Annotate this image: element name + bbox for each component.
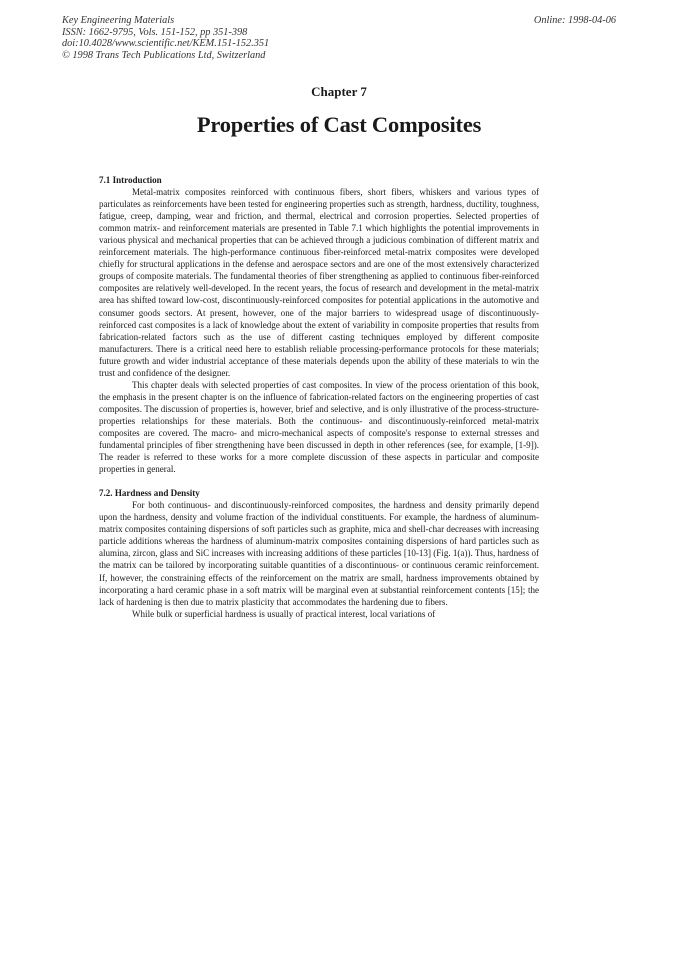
- issn-line: ISSN: 1662-9795, Vols. 151-152, pp 351-398: [62, 26, 248, 38]
- paragraph: This chapter deals with selected properties of cast composites. In view of the process orientation of this book, the emphasis in the present chapter is on the influence of fabrication-related factors on the engineering properties of cast composites. The discussion of properties is, however, brief and selective, and is only illustrative of the process-structure-properties relationships for these materials. Both the continuous- and discontinuously-reinforced metal-matrix composites are covered. The macro- and micro-mechanical aspects of composite's response to external stresses and fundamental principles of fiber strengthening have been discussed in depth in other references (see, for example, [1-9]). The reader is referred to these works for a more complete discussion of these aspects in particular and composite properties in general.: [99, 379, 539, 475]
- paragraph: Metal-matrix composites reinforced with continuous fibers, short fibers, whiskers and various types of particulates as reinforcements have been tested for engineering properties such as strength, hardness, ductility, toughness, fatigue, creep, damping, wear and friction, and thermal, electrical and corrosion properties. Selected properties of common matrix- and reinforcement materials are presented in Table 7.1 which highlights the potential improvements in various physical and mechanical properties that can be achieved through a judicious combination of different matrix and reinforcement materials. The high-performance continuous fiber-reinforced metal-matrix composites were developed chiefly for structural applications in the defense and aerospace sectors and are one of the most extensively characterized groups of composite materials. The fundamental theories of fiber strengthening as applied to continuous fiber-reinforced composites are relatively well-developed. In the recent years, the focus of research and development in the metal-matrix area has shifted toward low-cost, discontinuously-reinforced composites for potential applications in the automotive and consumer goods sectors. At present, however, one of the major barriers to widespread usage of discontinuously-reinforced cast composites is a lack of knowledge about the extent of variability in composite properties that results from fabrication-related factors such as the use of different casting techniques employed by different composite manufacturers. There is a critical need here to establish reliable processing-performance protocols for these materials; future growth and wider industrial acceptance of these materials depends upon the ability of these materials to win the trust and confidence of the designer.: [99, 187, 539, 378]
- doi-line: doi:10.4028/www.scientific.net/KEM.151-152.351: [62, 38, 270, 50]
- journal-name: Key Engineering Materials: [62, 15, 175, 26]
- paragraph: For both continuous- and discontinuously-reinforced composites, the hardness and density primarily depend upon the hardness, density and volume fraction of the individual constituents. For example, the hardness of aluminum-matrix composites containing dispersions of soft particles such as graphite, mica and shell-char decreases with increasing particle additions whereas the hardness of aluminum-matrix composites containing dispersions of hard particles such as alumina, zircon, glass and SiC increases with increasing additions of these particles [10-13] (Fig. 1(a)). Thus, hardness of the matrix can be tailored by incorporating suitable quantities of a discontinuous- or continuous ceramic reinforcement. If, however, the constraining effects of the reinforcement on the matrix are small, hardness improvements obtained by incorporating a hard ceramic phase in a soft matrix will be marginal even at substantial reinforcement contents [15]; the lack of hardening is then due to matrix plasticity that accommodates the hardening due to fibers.: [99, 500, 539, 607]
- online-date: Online: 1998-04-06: [533, 15, 616, 26]
- chapter-label: Chapter 7: [311, 84, 367, 99]
- paragraph: While bulk or superficial hardness is usually of practical interest, local variations of: [132, 608, 436, 619]
- section-spacer: [99, 475, 539, 487]
- section-heading: 7.2. Hardness and Density: [99, 488, 200, 499]
- section-hardness-density: [99, 487, 539, 620]
- copyright-line: © 1998 Trans Tech Publications Ltd, Switzerland: [62, 49, 266, 61]
- page-title: Properties of Cast Composites: [196, 112, 482, 137]
- body-text: [99, 174, 539, 620]
- section-heading: 7.1 Introduction: [99, 175, 162, 185]
- journal-header: [62, 15, 269, 61]
- section-introduction: [99, 174, 539, 475]
